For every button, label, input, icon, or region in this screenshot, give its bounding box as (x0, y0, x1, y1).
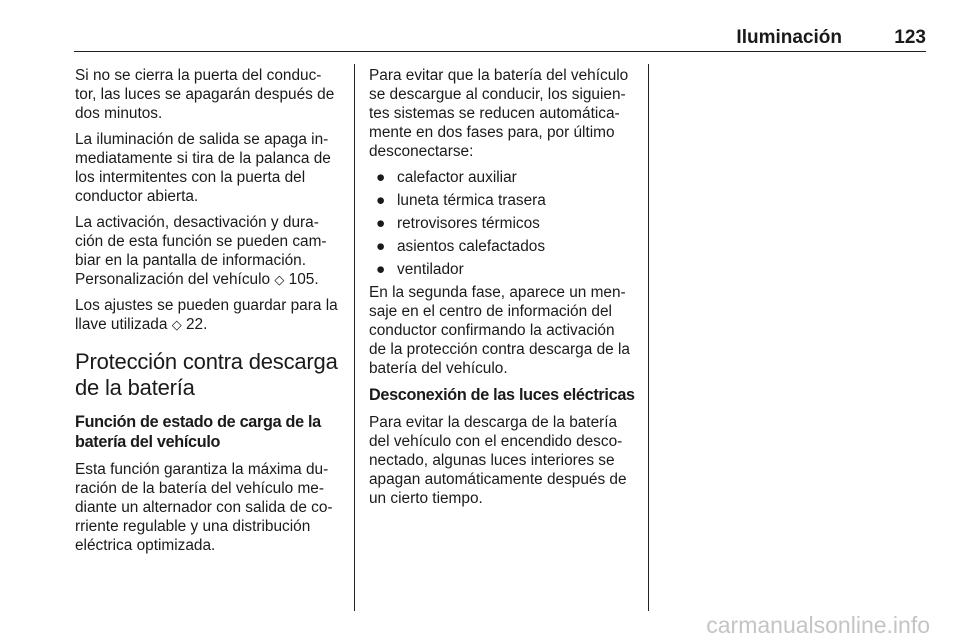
paragraph-key-settings-text: Los ajustes se pueden guardar para la llave utilizada (75, 297, 338, 333)
bullet-icon: ● (376, 215, 386, 232)
paragraph-battery-function: Esta función garantiza la máxima du-ración de la batería del vehículo me-diante un alternador con salida de co-rriente regulable y una distribución eléctrica optimizada. (75, 461, 333, 554)
column-left (75, 66, 340, 562)
list-item: ● retrovisores térmicos (376, 215, 540, 232)
bullet-icon: ● (376, 169, 386, 186)
watermark: carmanualsonline.info (706, 612, 930, 638)
chapter-title: Iluminación (736, 27, 842, 48)
systems-list (369, 168, 635, 279)
page-reference[interactable]: 22. (185, 316, 208, 333)
paragraph-exit-lighting: La iluminación de salida se apaga in-mediatamente si tira de la palanca de los intermitentes con la puerta del conductor abierta. (75, 131, 331, 205)
paragraph-activation-text: La activación, desactivación y dura-ción de esta función se pueden cam-biar en la pantalla de información. Personalización del vehículo (75, 214, 327, 288)
paragraph-key-settings (75, 296, 340, 334)
reference-arrow-icon: ◇ (171, 317, 182, 332)
list-item: ● calefactor auxiliar (376, 169, 517, 186)
list-item: ● asientos calefactados (376, 238, 546, 255)
list-item: ● ventilador (376, 261, 464, 278)
paragraph-lights-off: Para evitar la descarga de la batería del vehículo con el encendido desco-nectado, algunas luces interiores se apagan automáticamente después de un cierto tiempo. (369, 414, 627, 507)
section-heading: Protección contra descarga de la batería (75, 349, 338, 400)
column-divider-left (354, 64, 355, 611)
bullet-icon: ● (376, 192, 386, 209)
column-divider-right (648, 64, 649, 611)
bullet-icon: ● (376, 261, 386, 278)
list-item: ● luneta térmica trasera (376, 192, 546, 209)
reference-arrow-icon: ◇ (274, 272, 285, 287)
paragraph-door-timeout: Si no se cierra la puerta del conduc-tor, las luces se apagarán después de dos minutos. (75, 67, 335, 122)
paragraph-activation (75, 213, 340, 289)
page-number: 123 (894, 27, 926, 48)
paragraph-second-phase: En la segunda fase, aparece un men-saje en el centro de información del conductor confirmando la activación de la protección contra descarga de la batería del vehículo. (369, 284, 630, 377)
bullet-icon: ● (376, 238, 386, 255)
page-reference[interactable]: 105. (288, 271, 319, 288)
paragraph-discharge-prevention: Para evitar que la batería del vehículo se descargue al conducir, los siguien-tes sistemas se reducen automática-mente en dos fases para, por último desconectarse: (369, 67, 629, 160)
column-middle (369, 66, 635, 515)
page-header (74, 27, 926, 52)
subsection-heading: Función de estado de carga de la batería del vehículo (75, 413, 321, 451)
subsection-heading: Desconexión de las luces eléctricas (369, 386, 635, 404)
